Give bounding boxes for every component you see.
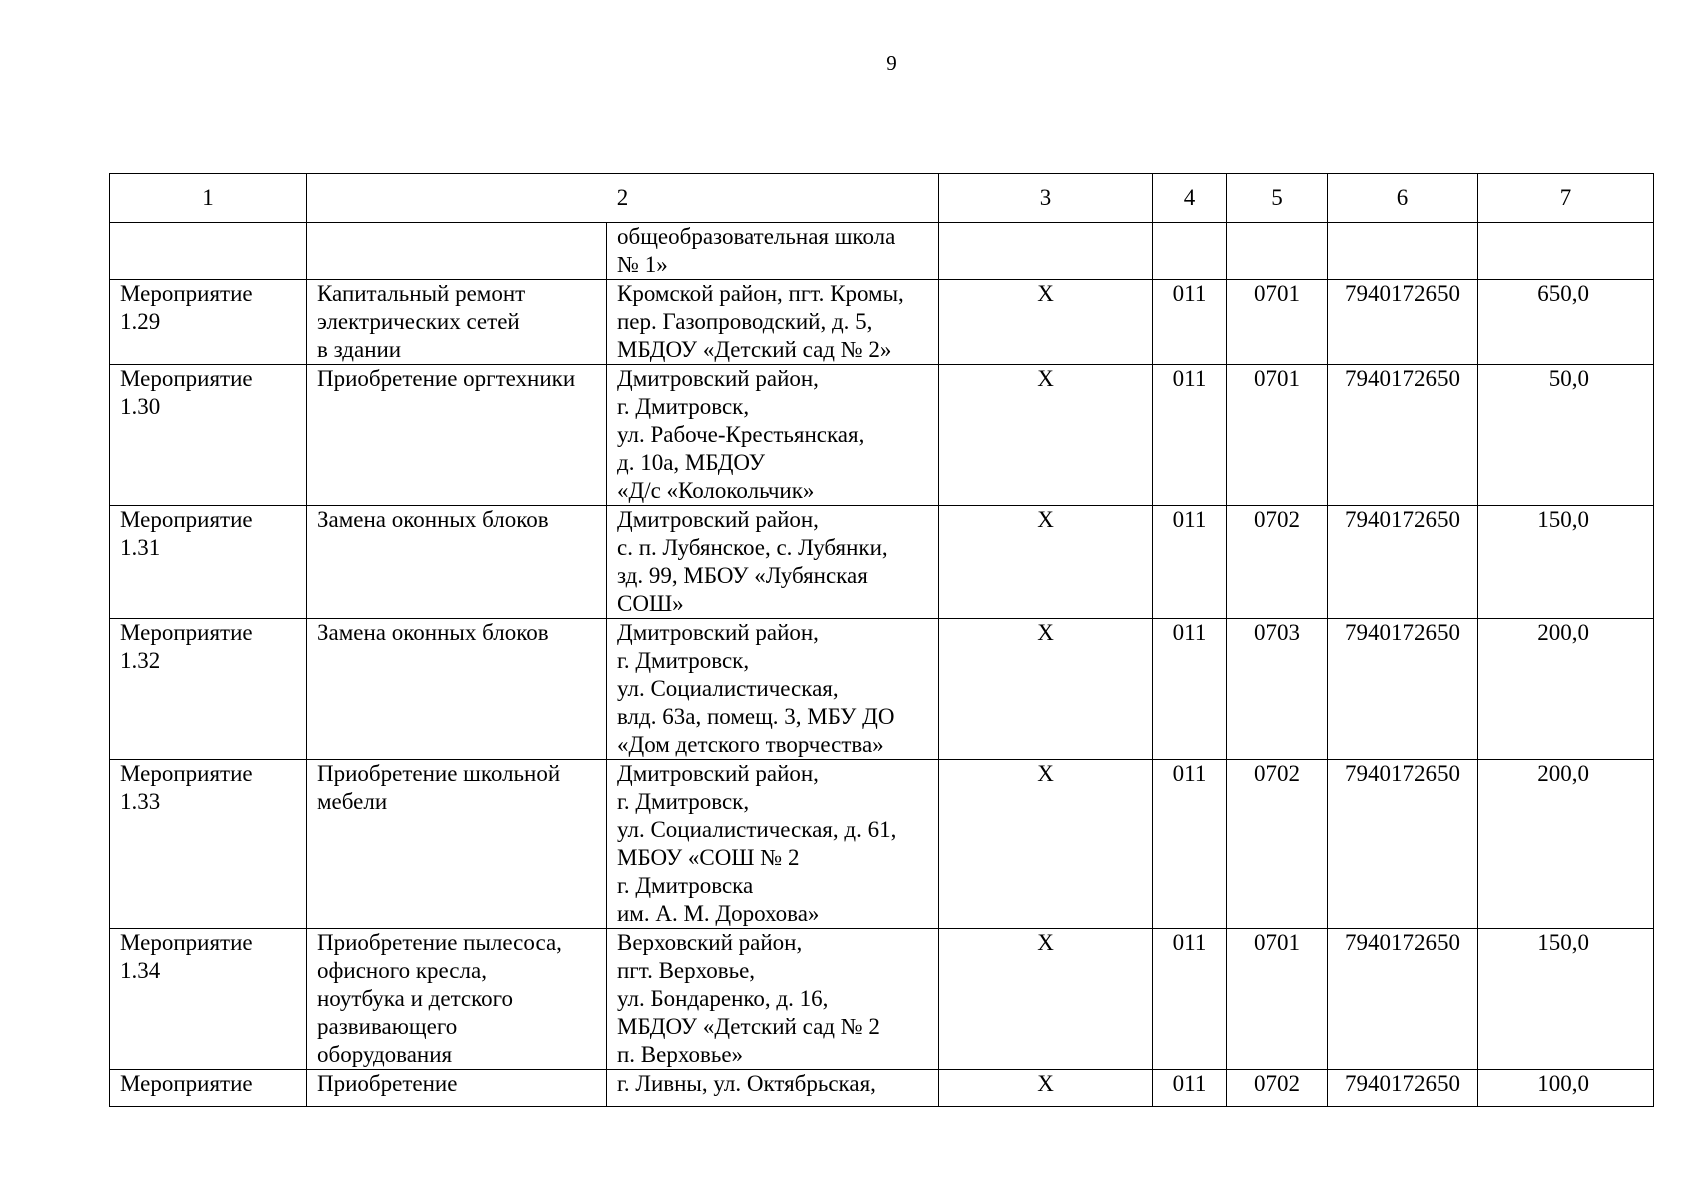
table-header — [110, 174, 1654, 223]
table-row — [110, 280, 1654, 365]
name-cell: Приобретение оргтехники — [307, 365, 607, 506]
col3-cell: Х — [939, 280, 1153, 365]
name-cell: Приобретение пылесоса, офисного кресла, ноутбука и детского развивающего оборудования — [307, 929, 607, 1070]
header-col-5: 5 — [1227, 174, 1328, 223]
event-cell: Мероприятие 1.34 — [110, 929, 307, 1070]
header-col-1: 1 — [110, 174, 307, 223]
name-cell: Приобретение — [307, 1070, 607, 1107]
event-cell — [110, 223, 307, 280]
name-cell: Замена оконных блоков — [307, 506, 607, 619]
table-row — [110, 506, 1654, 619]
col4-cell: 011 — [1153, 929, 1227, 1070]
col3-cell: Х — [939, 619, 1153, 760]
address-cell: общеобразовательная школа № 1» — [607, 223, 939, 280]
col4-cell: 011 — [1153, 1070, 1227, 1107]
col3-cell: Х — [939, 506, 1153, 619]
col6-cell: 7940172650 — [1328, 365, 1478, 506]
name-cell: Капитальный ремонт электрических сетей в здании — [307, 280, 607, 365]
page-number: 9 — [886, 51, 897, 75]
address-cell: г. Ливны, ул. Октябрьская, — [607, 1070, 939, 1107]
header-col-3: 3 — [939, 174, 1153, 223]
name-cell: Замена оконных блоков — [307, 619, 607, 760]
col4-cell: 011 — [1153, 619, 1227, 760]
event-cell: Мероприятие 1.32 — [110, 619, 307, 760]
col7-cell: 650,0 — [1478, 280, 1654, 365]
col6-cell: 7940172650 — [1328, 280, 1478, 365]
header-row — [110, 174, 1654, 223]
col7-cell: 200,0 — [1478, 760, 1654, 929]
col4-cell — [1153, 223, 1227, 280]
event-cell: Мероприятие 1.31 — [110, 506, 307, 619]
program-events-table — [109, 173, 1654, 1107]
col6-cell: 7940172650 — [1328, 929, 1478, 1070]
col4-cell: 011 — [1153, 365, 1227, 506]
header-col-7: 7 — [1478, 174, 1654, 223]
col5-cell: 0701 — [1227, 929, 1328, 1070]
col3-cell: Х — [939, 760, 1153, 929]
header-col-4: 4 — [1153, 174, 1227, 223]
col4-cell: 011 — [1153, 760, 1227, 929]
col6-cell: 7940172650 — [1328, 619, 1478, 760]
col6-cell: 7940172650 — [1328, 760, 1478, 929]
address-cell: Дмитровский район, г. Дмитровск, ул. Социалистическая, д. 61, МБОУ «СОШ № 2 г. Дмитровска им. А. М. Дорохова» — [607, 760, 939, 929]
col4-cell: 011 — [1153, 506, 1227, 619]
name-cell — [307, 223, 607, 280]
address-cell: Дмитровский район, с. п. Лубянское, с. Лубянки, зд. 99, МБОУ «Лубянская СОШ» — [607, 506, 939, 619]
col6-cell — [1328, 223, 1478, 280]
table-row — [110, 1070, 1654, 1107]
header-col-2: 2 — [307, 174, 939, 223]
header-col-6: 6 — [1328, 174, 1478, 223]
table-row — [110, 929, 1654, 1070]
col4-cell: 011 — [1153, 280, 1227, 365]
col7-cell: 200,0 — [1478, 619, 1654, 760]
col6-cell: 7940172650 — [1328, 506, 1478, 619]
address-cell: Дмитровский район, г. Дмитровск, ул. Рабоче-Крестьянская, д. 10а, МБДОУ «Д/с «Колокольчик» — [607, 365, 939, 506]
table-row — [110, 365, 1654, 506]
col5-cell: 0702 — [1227, 760, 1328, 929]
col3-cell: Х — [939, 929, 1153, 1070]
table-row — [110, 760, 1654, 929]
event-cell: Мероприятие 1.29 — [110, 280, 307, 365]
event-cell: Мероприятие 1.33 — [110, 760, 307, 929]
table-row — [110, 223, 1654, 280]
col3-cell: Х — [939, 1070, 1153, 1107]
col7-cell — [1478, 223, 1654, 280]
col7-cell: 50,0 — [1478, 365, 1654, 506]
name-cell: Приобретение школьной мебели — [307, 760, 607, 929]
col3-cell — [939, 223, 1153, 280]
table-row — [110, 619, 1654, 760]
col7-cell: 150,0 — [1478, 929, 1654, 1070]
col5-cell: 0701 — [1227, 280, 1328, 365]
address-cell: Верховский район, пгт. Верховье, ул. Бондаренко, д. 16, МБДОУ «Детский сад № 2 п. Верховье» — [607, 929, 939, 1070]
address-cell: Кромской район, пгт. Кромы, пер. Газопроводский, д. 5, МБДОУ «Детский сад № 2» — [607, 280, 939, 365]
address-cell: Дмитровский район, г. Дмитровск, ул. Социалистическая, влд. 63а, помещ. 3, МБУ ДО «Дом детского творчества» — [607, 619, 939, 760]
col5-cell: 0703 — [1227, 619, 1328, 760]
col5-cell: 0701 — [1227, 365, 1328, 506]
col3-cell: Х — [939, 365, 1153, 506]
table-body — [110, 223, 1654, 1107]
col5-cell: 0702 — [1227, 506, 1328, 619]
col5-cell: 0702 — [1227, 1070, 1328, 1107]
col7-cell: 150,0 — [1478, 506, 1654, 619]
col7-cell: 100,0 — [1478, 1070, 1654, 1107]
col5-cell — [1227, 223, 1328, 280]
event-cell: Мероприятие — [110, 1070, 307, 1107]
col6-cell: 7940172650 — [1328, 1070, 1478, 1107]
event-cell: Мероприятие 1.30 — [110, 365, 307, 506]
